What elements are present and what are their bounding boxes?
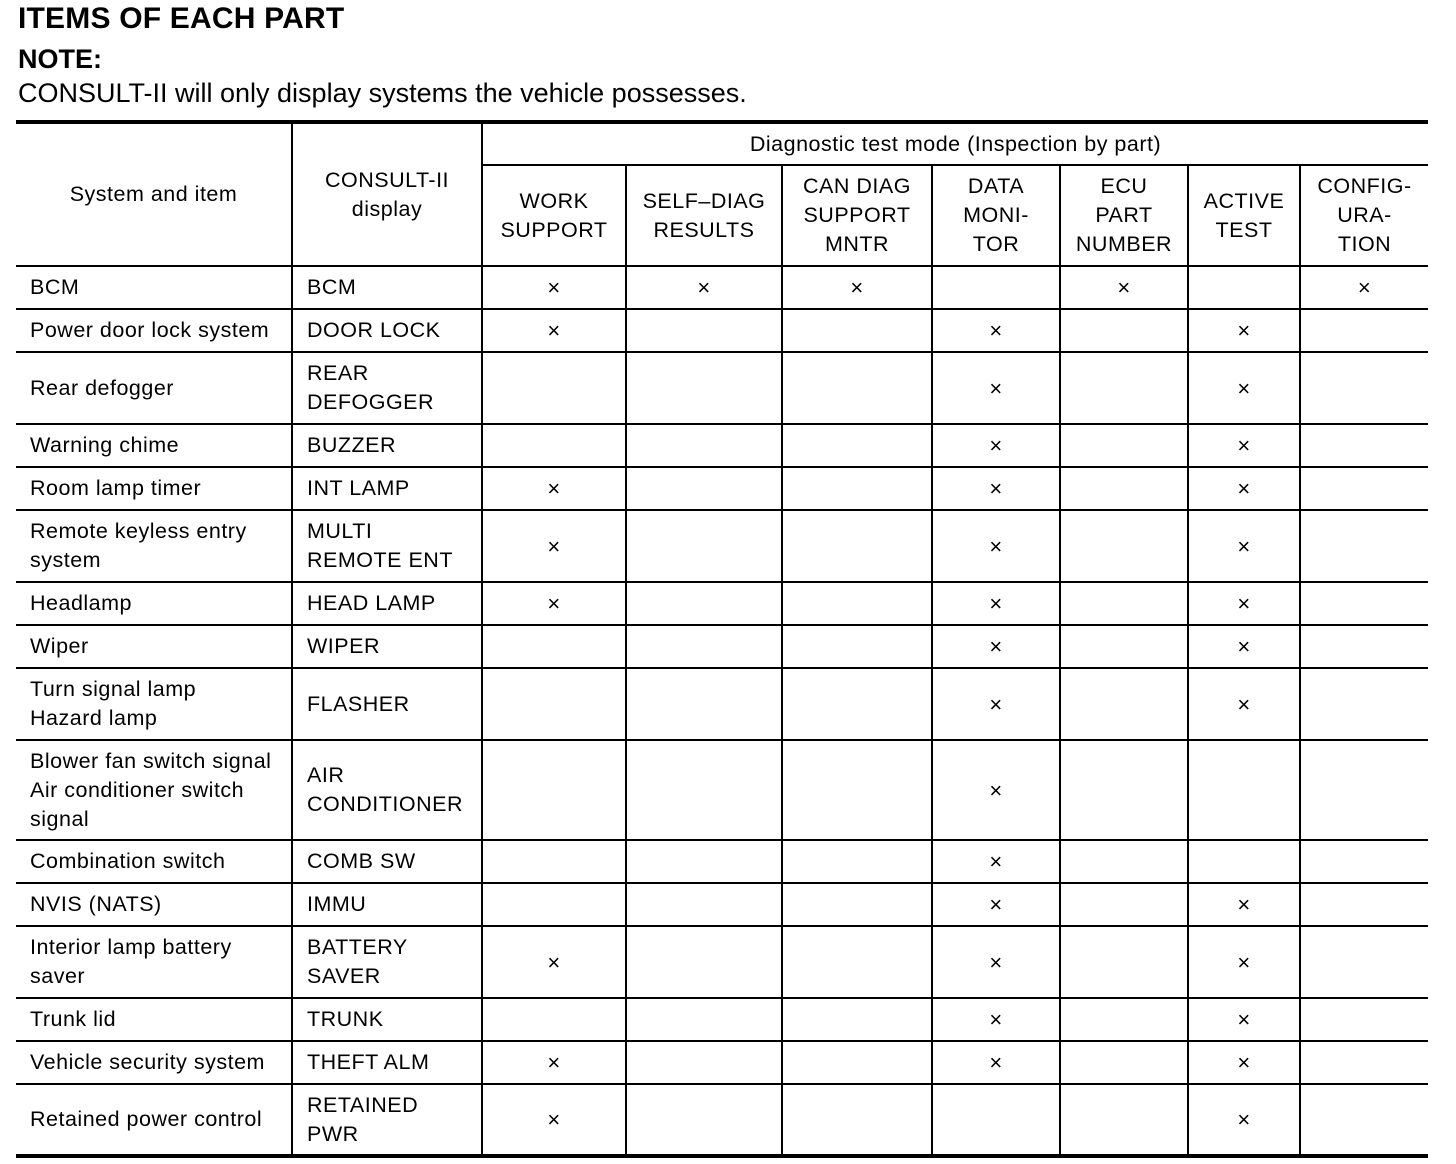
empty-cell [782, 1041, 932, 1084]
empty-cell [626, 424, 782, 467]
system-item-cell: Retained power control [16, 1084, 292, 1156]
empty-cell [782, 883, 932, 926]
header-mode: DATA MONI- TOR [932, 165, 1060, 266]
empty-cell [782, 668, 932, 740]
empty-cell [932, 266, 1060, 309]
empty-cell [482, 625, 626, 668]
empty-cell [1300, 625, 1428, 668]
empty-cell [1300, 309, 1428, 352]
supported-mark: × [482, 510, 626, 582]
table-row [16, 309, 1428, 352]
table-row [16, 625, 1428, 668]
empty-cell [782, 352, 932, 424]
consult-display-cell: RETAINED PWR [292, 1084, 482, 1156]
supported-mark: × [932, 510, 1060, 582]
system-item-cell: Rear defogger [16, 352, 292, 424]
supported-mark: × [1188, 352, 1300, 424]
empty-cell [1060, 840, 1188, 883]
table-row [16, 883, 1428, 926]
empty-cell [1060, 926, 1188, 998]
system-item-cell: Power door lock system [16, 309, 292, 352]
empty-cell [1300, 883, 1428, 926]
empty-cell [1060, 424, 1188, 467]
supported-mark: × [932, 1041, 1060, 1084]
consult-display-cell: BUZZER [292, 424, 482, 467]
empty-cell [1188, 740, 1300, 840]
empty-cell [1300, 467, 1428, 510]
supported-mark: × [1188, 883, 1300, 926]
empty-cell [782, 840, 932, 883]
table-row [16, 998, 1428, 1041]
system-item-cell: Blower fan switch signal Air conditioner switch signal [16, 740, 292, 840]
header-diagnostic-mode: Diagnostic test mode (Inspection by part) [482, 122, 1428, 165]
empty-cell [1188, 266, 1300, 309]
consult-display-cell: BCM [292, 266, 482, 309]
empty-cell [1060, 467, 1188, 510]
supported-mark: × [932, 352, 1060, 424]
empty-cell [482, 998, 626, 1041]
empty-cell [782, 309, 932, 352]
consult-display-cell: COMB SW [292, 840, 482, 883]
table-row [16, 840, 1428, 883]
empty-cell [1300, 1041, 1428, 1084]
supported-mark: × [482, 582, 626, 625]
system-item-cell: Room lamp timer [16, 467, 292, 510]
system-item-cell: NVIS (NATS) [16, 883, 292, 926]
supported-mark: × [932, 625, 1060, 668]
consult-display-cell: REAR DEFOGGER [292, 352, 482, 424]
empty-cell [626, 582, 782, 625]
empty-cell [1300, 668, 1428, 740]
note-label: NOTE: [18, 44, 102, 74]
empty-cell [1060, 625, 1188, 668]
empty-cell [1300, 998, 1428, 1041]
supported-mark: × [1188, 1041, 1300, 1084]
system-item-cell: BCM [16, 266, 292, 309]
supported-mark: × [1188, 582, 1300, 625]
empty-cell [782, 998, 932, 1041]
empty-cell [1060, 309, 1188, 352]
header-mode: WORK SUPPORT [482, 165, 626, 266]
empty-cell [626, 998, 782, 1041]
supported-mark: × [1188, 309, 1300, 352]
empty-cell [782, 424, 932, 467]
note-text: CONSULT-II will only display systems the vehicle possesses. [18, 78, 747, 108]
header-mode: CONFIG- URA- TION [1300, 165, 1428, 266]
empty-cell [482, 424, 626, 467]
consult-display-cell: BATTERY SAVER [292, 926, 482, 998]
supported-mark: × [1300, 266, 1428, 309]
table-row [16, 582, 1428, 625]
supported-mark: × [626, 266, 782, 309]
consult-display-cell: THEFT ALM [292, 1041, 482, 1084]
empty-cell [1300, 582, 1428, 625]
empty-cell [1060, 1041, 1188, 1084]
supported-mark: × [1188, 625, 1300, 668]
empty-cell [1060, 1084, 1188, 1156]
empty-cell [1188, 840, 1300, 883]
page-title: ITEMS OF EACH PART [18, 2, 345, 35]
empty-cell [1060, 883, 1188, 926]
system-item-cell: Interior lamp battery saver [16, 926, 292, 998]
empty-cell [1300, 740, 1428, 840]
supported-mark: × [932, 309, 1060, 352]
supported-mark: × [932, 424, 1060, 467]
empty-cell [1300, 424, 1428, 467]
supported-mark: × [482, 926, 626, 998]
empty-cell [1060, 740, 1188, 840]
empty-cell [782, 1084, 932, 1156]
system-item-cell: Turn signal lamp Hazard lamp [16, 668, 292, 740]
header-mode: CAN DIAG SUPPORT MNTR [782, 165, 932, 266]
empty-cell [1300, 840, 1428, 883]
supported-mark: × [932, 467, 1060, 510]
supported-mark: × [932, 740, 1060, 840]
system-item-cell: Warning chime [16, 424, 292, 467]
header-mode: SELF–DIAG RESULTS [626, 165, 782, 266]
system-item-cell: Combination switch [16, 840, 292, 883]
consult-display-cell: HEAD LAMP [292, 582, 482, 625]
supported-mark: × [1188, 926, 1300, 998]
supported-mark: × [932, 883, 1060, 926]
system-item-cell: Wiper [16, 625, 292, 668]
supported-mark: × [1188, 467, 1300, 510]
header-consult-display: CONSULT-II display [292, 122, 482, 266]
consult-display-cell: MULTI REMOTE ENT [292, 510, 482, 582]
consult-display-cell: WIPER [292, 625, 482, 668]
table-row [16, 352, 1428, 424]
header-mode: ACTIVE TEST [1188, 165, 1300, 266]
supported-mark: × [482, 467, 626, 510]
empty-cell [626, 625, 782, 668]
empty-cell [626, 883, 782, 926]
header-system-item: System and item [16, 122, 292, 266]
table-row [16, 467, 1428, 510]
empty-cell [482, 740, 626, 840]
empty-cell [626, 467, 782, 510]
supported-mark: × [1188, 998, 1300, 1041]
empty-cell [626, 352, 782, 424]
empty-cell [1300, 510, 1428, 582]
supported-mark: × [932, 668, 1060, 740]
table-row [16, 740, 1428, 840]
supported-mark: × [482, 1084, 626, 1156]
supported-mark: × [1060, 266, 1188, 309]
consult-display-cell: IMMU [292, 883, 482, 926]
empty-cell [482, 840, 626, 883]
empty-cell [482, 352, 626, 424]
empty-cell [626, 1041, 782, 1084]
consult-display-cell: FLASHER [292, 668, 482, 740]
system-item-cell: Headlamp [16, 582, 292, 625]
empty-cell [1300, 1084, 1428, 1156]
table-row [16, 510, 1428, 582]
empty-cell [782, 926, 932, 998]
empty-cell [782, 510, 932, 582]
empty-cell [782, 625, 932, 668]
empty-cell [782, 740, 932, 840]
supported-mark: × [932, 840, 1060, 883]
supported-mark: × [932, 582, 1060, 625]
empty-cell [1300, 926, 1428, 998]
supported-mark: × [932, 998, 1060, 1041]
supported-mark: × [482, 1041, 626, 1084]
empty-cell [482, 668, 626, 740]
table-row [16, 1084, 1428, 1156]
empty-cell [626, 926, 782, 998]
empty-cell [1300, 352, 1428, 424]
empty-cell [1060, 582, 1188, 625]
supported-mark: × [1188, 510, 1300, 582]
consult-display-cell: TRUNK [292, 998, 482, 1041]
empty-cell [626, 1084, 782, 1156]
table-row [16, 668, 1428, 740]
supported-mark: × [1188, 1084, 1300, 1156]
supported-mark: × [1188, 424, 1300, 467]
supported-mark: × [482, 309, 626, 352]
table-row [16, 266, 1428, 309]
header-mode: ECU PART NUMBER [1060, 165, 1188, 266]
system-item-cell: Trunk lid [16, 998, 292, 1041]
supported-mark: × [1188, 668, 1300, 740]
empty-cell [932, 1084, 1060, 1156]
empty-cell [1060, 998, 1188, 1041]
table-row [16, 1041, 1428, 1084]
consult-display-cell: AIR CONDITIONER [292, 740, 482, 840]
empty-cell [626, 510, 782, 582]
empty-cell [782, 467, 932, 510]
empty-cell [482, 883, 626, 926]
table-row [16, 926, 1428, 998]
system-item-cell: Vehicle security system [16, 1041, 292, 1084]
empty-cell [1060, 510, 1188, 582]
empty-cell [782, 582, 932, 625]
empty-cell [626, 740, 782, 840]
supported-mark: × [482, 266, 626, 309]
items-table [16, 120, 1428, 1158]
empty-cell [1060, 352, 1188, 424]
supported-mark: × [932, 926, 1060, 998]
system-item-cell: Remote keyless entry system [16, 510, 292, 582]
empty-cell [1060, 668, 1188, 740]
empty-cell [626, 668, 782, 740]
consult-display-cell: DOOR LOCK [292, 309, 482, 352]
table-row [16, 424, 1428, 467]
consult-display-cell: INT LAMP [292, 467, 482, 510]
empty-cell [626, 840, 782, 883]
empty-cell [626, 309, 782, 352]
supported-mark: × [782, 266, 932, 309]
